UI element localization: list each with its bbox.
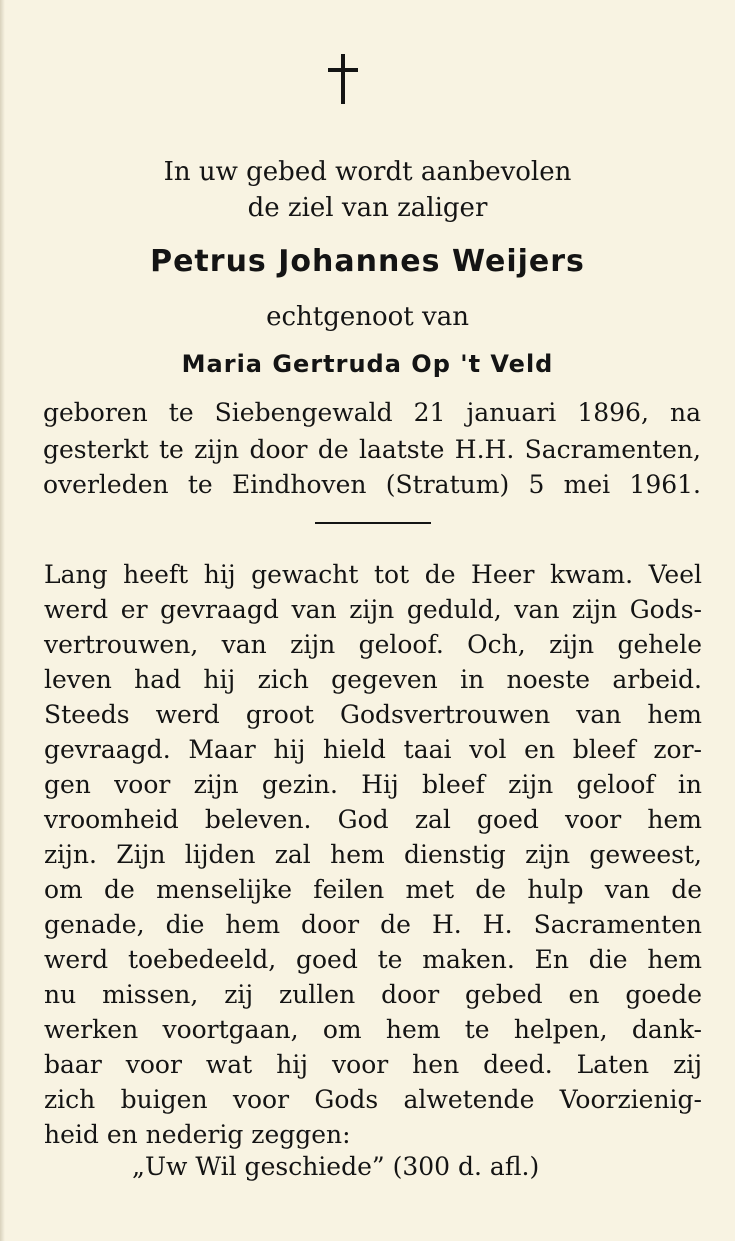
deceased-name: Petrus Johannes Weijers [150, 244, 585, 279]
body-line: werd toebedeeld, goed te maken. En die hem [44, 945, 702, 974]
body-line: werken voortgaan, om hem te helpen, dank- [44, 1015, 702, 1044]
body-line: zijn. Zijn lijden zal hem dienstig zijn geweest, [44, 840, 702, 869]
body-line: heid en nederig zeggen: [44, 1120, 351, 1149]
body-line: zich buigen voor Gods alwetende Voorzienig- [44, 1085, 702, 1114]
body-line: nu missen, zij zullen door gebed en goede [44, 980, 702, 1009]
spouse-name: Maria Gertruda Op 't Veld [181, 350, 554, 378]
body-line: werd er gevraagd van zijn geduld, van zijn Gods- [44, 595, 702, 624]
body-line: vroomheid beleven. God zal goed voor hem [44, 805, 702, 834]
intro-line-2: de ziel van zaliger [247, 193, 488, 223]
body-line: Steeds werd groot Godsvertrouwen van hem [44, 700, 702, 729]
body-line: Lang heeft hij gewacht tot de Heer kwam. Veel [44, 560, 702, 589]
body-line: leven had hij zich gegeven in noeste arbeid. [44, 665, 702, 694]
body-line: baar voor wat hij voor hen deed. Laten zij [44, 1050, 702, 1079]
body-line: genade, die hem door de H. H. Sacramenten [44, 910, 702, 939]
life-detail-line: gesterkt te zijn door de laatste H.H. Sacramenten, [43, 435, 701, 464]
intro-line-1: In uw gebed wordt aanbevolen [163, 157, 572, 187]
body-line: vertrouwen, van zijn geloof. Och, zijn gehele [44, 630, 702, 659]
divider [315, 522, 431, 524]
body-line: gevraagd. Maar hij hield taai vol en bleef zor- [44, 735, 702, 764]
body-line: om de menselijke feilen met de hulp van de [44, 875, 702, 904]
spouse-intro: echtgenoot van [266, 302, 469, 332]
closing-line: „Uw Wil geschiede” (300 d. afl.) [132, 1152, 540, 1181]
body-line: gen voor zijn gezin. Hij bleef zijn geloof in [44, 770, 702, 799]
life-detail-line: geboren te Siebengewald 21 januari 1896, na [43, 398, 701, 427]
life-detail-line: overleden te Eindhoven (Stratum) 5 mei 1961. [43, 470, 701, 499]
